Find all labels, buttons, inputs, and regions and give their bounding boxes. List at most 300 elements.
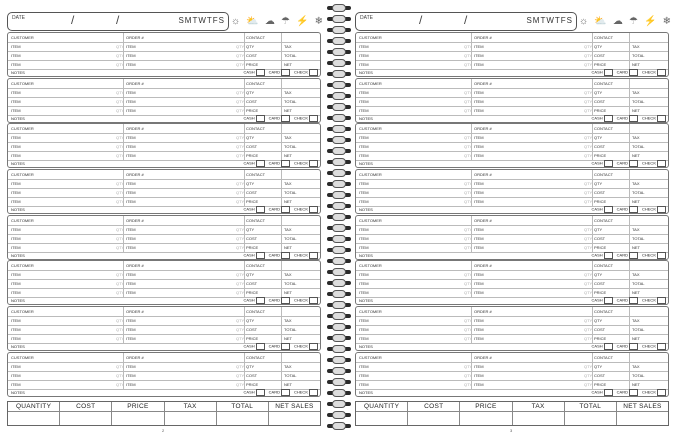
coil-wire [332, 224, 346, 232]
field-label: COST [594, 327, 606, 333]
payment-option[interactable] [617, 69, 638, 76]
column-divider [123, 261, 124, 297]
field-label: CONTACT [594, 309, 614, 315]
checkbox[interactable] [281, 206, 290, 213]
payment-option[interactable] [244, 160, 265, 167]
column-divider [629, 124, 630, 160]
checkbox[interactable] [309, 343, 318, 350]
qty-hint: QTY [584, 372, 593, 378]
payment-label: CHECK [293, 252, 308, 258]
payment-label: CASH [243, 206, 255, 212]
payment-option[interactable] [294, 160, 318, 167]
field-label: ORDER # [474, 126, 492, 132]
weekday-selector[interactable]: SMTWTFS [178, 16, 225, 25]
field-label: NET [632, 290, 640, 296]
totals-cell[interactable] [408, 411, 460, 425]
field-label: QTY [594, 226, 603, 232]
checkbox[interactable] [309, 115, 318, 122]
field-label: ITEM [474, 290, 484, 296]
checkbox[interactable] [629, 252, 638, 259]
field-label: CONTACT [594, 354, 614, 360]
date-separator: / [116, 13, 120, 27]
payment-option[interactable] [244, 69, 265, 76]
payment-option[interactable] [617, 206, 638, 213]
qty-hint: QTY [584, 318, 593, 324]
checkbox[interactable] [256, 160, 265, 167]
field-label: ITEM [11, 272, 21, 278]
checkbox[interactable] [657, 297, 666, 304]
field-label: CONTACT [246, 217, 266, 223]
checkbox[interactable] [281, 115, 290, 122]
order-block[interactable] [7, 352, 321, 397]
checkbox[interactable] [604, 160, 613, 167]
payment-option[interactable] [294, 343, 318, 350]
column-divider [471, 170, 472, 206]
partly-cloudy-icon[interactable]: ⛅ [594, 15, 607, 27]
checkbox[interactable] [604, 115, 613, 122]
checkbox[interactable] [604, 252, 613, 259]
field-label: CUSTOMER [11, 126, 34, 132]
checkbox[interactable] [604, 343, 613, 350]
payment-option[interactable] [294, 115, 318, 122]
storm-icon[interactable]: ⚡ [644, 15, 657, 27]
order-block[interactable] [355, 169, 669, 214]
spiral-coil [326, 378, 352, 386]
notes-row [356, 342, 668, 350]
coil-wire [332, 213, 346, 221]
field-label: CONTACT [246, 263, 266, 269]
payment-option[interactable] [269, 115, 290, 122]
order-block[interactable] [7, 306, 321, 351]
payment-option[interactable] [592, 297, 613, 304]
column-divider [281, 307, 282, 343]
field-label: TOTAL [284, 190, 297, 196]
checkbox[interactable] [629, 389, 638, 396]
payment-option[interactable] [642, 389, 666, 396]
payment-option[interactable] [294, 69, 318, 76]
storm-icon[interactable]: ⚡ [296, 15, 309, 27]
field-label: ORDER # [126, 172, 144, 178]
partly-cloudy-icon[interactable]: ⛅ [246, 15, 259, 27]
payment-option[interactable] [269, 389, 290, 396]
field-label: TOTAL [284, 327, 297, 333]
column-divider [629, 79, 630, 115]
checkbox[interactable] [281, 343, 290, 350]
field-label: CONTACT [246, 126, 266, 132]
field-label: ITEM [11, 144, 21, 150]
payment-options [592, 69, 666, 76]
order-block[interactable] [7, 169, 321, 214]
rain-icon[interactable]: ☂ [280, 15, 290, 27]
column-divider [281, 216, 282, 252]
coil-wire [332, 136, 346, 144]
qty-hint: QTY [584, 199, 593, 205]
order-block[interactable] [355, 306, 669, 351]
payment-option[interactable] [592, 389, 613, 396]
payment-option[interactable] [617, 115, 638, 122]
field-label: ORDER # [474, 80, 492, 86]
coil-wire [332, 378, 346, 386]
field-label: QTY [246, 44, 255, 49]
qty-hint: QTY [116, 190, 125, 196]
payment-option[interactable] [244, 252, 265, 259]
notes-label: NOTES [359, 389, 373, 395]
notes-row [8, 296, 320, 304]
payment-label: CHECK [641, 252, 656, 258]
field-label: TOTAL [632, 235, 645, 241]
coil-wire [332, 235, 346, 243]
spiral-coil [326, 290, 352, 298]
payment-option[interactable] [642, 343, 666, 350]
notes-row [8, 205, 320, 213]
qty-hint: QTY [236, 235, 245, 241]
field-label: CONTACT [246, 35, 266, 40]
order-block[interactable] [355, 352, 669, 397]
payment-option[interactable] [269, 297, 290, 304]
coil-wire [332, 103, 346, 111]
field-label: NET [284, 290, 292, 296]
field-label: ITEM [126, 281, 136, 287]
qty-hint: QTY [584, 336, 593, 342]
weather-icons [579, 15, 671, 27]
checkbox[interactable] [281, 69, 290, 76]
totals-cell[interactable] [269, 411, 320, 425]
payment-option[interactable] [244, 115, 265, 122]
spiral-coil [326, 92, 352, 100]
payment-option[interactable] [642, 69, 666, 76]
qty-hint: QTY [464, 190, 473, 196]
checkbox[interactable] [657, 206, 666, 213]
field-label: TOTAL [632, 98, 645, 104]
checkbox[interactable] [657, 115, 666, 122]
field-label: PRICE [594, 381, 607, 387]
payment-option[interactable] [617, 389, 638, 396]
checkbox[interactable] [256, 115, 265, 122]
payment-option[interactable] [592, 343, 613, 350]
snowflake-icon[interactable]: ❄ [662, 15, 671, 27]
checkbox[interactable] [256, 389, 265, 396]
payment-option[interactable] [617, 343, 638, 350]
totals-cell[interactable] [356, 411, 408, 425]
field-label: CUSTOMER [11, 354, 34, 360]
payment-option[interactable] [642, 160, 666, 167]
checkbox[interactable] [604, 297, 613, 304]
order-block[interactable] [7, 78, 321, 123]
field-label: QTY [246, 272, 255, 278]
column-divider [281, 33, 282, 69]
payment-label: CARD [268, 343, 280, 349]
checkbox[interactable] [309, 160, 318, 167]
field-label: ITEM [359, 181, 369, 187]
qty-hint: QTY [584, 53, 593, 58]
field-label: ITEM [474, 107, 484, 113]
notes-label: NOTES [11, 70, 25, 75]
totals-cell[interactable] [112, 411, 164, 425]
payment-option[interactable] [294, 297, 318, 304]
payment-option[interactable] [642, 115, 666, 122]
payment-option[interactable] [269, 160, 290, 167]
payment-option[interactable] [244, 297, 265, 304]
checkbox[interactable] [629, 297, 638, 304]
payment-option[interactable] [592, 115, 613, 122]
coil-wire [332, 158, 346, 166]
notes-label: NOTES [11, 115, 25, 121]
qty-hint: QTY [464, 135, 473, 141]
qty-hint: QTY [236, 336, 245, 342]
payment-label: CASH [243, 298, 255, 303]
payment-label: CHECK [641, 343, 656, 349]
checkbox[interactable] [657, 252, 666, 259]
field-label: CUSTOMER [359, 354, 382, 360]
checkbox[interactable] [309, 389, 318, 396]
spiral-binding [326, 4, 352, 436]
snowflake-icon[interactable]: ❄ [314, 15, 323, 27]
order-block[interactable] [7, 123, 321, 168]
rain-icon[interactable]: ☂ [628, 15, 638, 27]
field-label: TOTAL [284, 53, 297, 58]
payment-option[interactable] [244, 343, 265, 350]
date-field[interactable] [355, 12, 577, 31]
payment-option[interactable] [269, 206, 290, 213]
column-divider [281, 261, 282, 297]
coil-wire [332, 422, 346, 430]
field-label: ITEM [359, 62, 369, 67]
field-label: ITEM [474, 153, 484, 159]
totals-cell[interactable] [565, 411, 617, 425]
field-label: TOTAL [632, 53, 645, 58]
order-block[interactable] [7, 32, 321, 77]
payment-option[interactable] [269, 343, 290, 350]
checkbox[interactable] [604, 389, 613, 396]
checkbox[interactable] [629, 206, 638, 213]
field-label: TAX [284, 226, 292, 232]
order-block[interactable] [355, 78, 669, 123]
date-field[interactable] [7, 12, 229, 31]
checkbox[interactable] [629, 343, 638, 350]
spiral-coil [326, 169, 352, 177]
field-label: ITEM [11, 190, 21, 196]
payment-option[interactable] [244, 389, 265, 396]
coil-wire [332, 246, 346, 254]
totals-cell[interactable] [460, 411, 512, 425]
field-label: CONTACT [594, 126, 614, 132]
payment-label: CASH [243, 160, 255, 166]
field-label: ITEM [359, 244, 369, 250]
payment-label: CASH [591, 69, 603, 75]
column-divider [592, 79, 593, 115]
field-label: CONTACT [594, 80, 614, 86]
checkbox[interactable] [309, 252, 318, 259]
payment-option[interactable] [294, 206, 318, 213]
totals-cell[interactable] [8, 411, 60, 425]
payment-label: CASH [243, 389, 255, 395]
column-divider [629, 170, 630, 206]
qty-hint: QTY [584, 363, 593, 369]
qty-hint: QTY [116, 318, 125, 324]
field-label: ITEM [11, 336, 21, 342]
spiral-coil [326, 279, 352, 287]
payment-label: CHECK [293, 389, 308, 395]
checkbox[interactable] [657, 343, 666, 350]
qty-hint: QTY [116, 235, 125, 241]
totals-cell[interactable] [617, 411, 668, 425]
checkbox[interactable] [309, 297, 318, 304]
checkbox[interactable] [256, 252, 265, 259]
sun-icon[interactable]: ☼ [231, 15, 241, 27]
checkbox[interactable] [629, 160, 638, 167]
payment-option[interactable] [294, 389, 318, 396]
checkbox[interactable] [604, 206, 613, 213]
checkbox[interactable] [309, 69, 318, 76]
checkbox[interactable] [629, 69, 638, 76]
checkbox[interactable] [256, 206, 265, 213]
qty-hint: QTY [584, 244, 593, 250]
checkbox[interactable] [281, 252, 290, 259]
field-label: ITEM [11, 318, 21, 324]
field-label: ITEM [126, 181, 136, 187]
totals-column-header: TAX [165, 402, 217, 411]
checkbox[interactable] [256, 69, 265, 76]
field-label: PRICE [594, 244, 607, 250]
qty-hint: QTY [584, 62, 593, 67]
payment-option[interactable] [269, 69, 290, 76]
weekday-selector[interactable]: SMTWTFS [526, 16, 573, 25]
totals-cell[interactable] [217, 411, 269, 425]
field-label: NET [632, 336, 640, 342]
field-label: ITEM [126, 363, 136, 369]
checkbox[interactable] [657, 69, 666, 76]
checkbox[interactable] [657, 389, 666, 396]
field-label: COST [246, 281, 258, 287]
order-block[interactable] [355, 32, 669, 77]
qty-hint: QTY [236, 89, 245, 95]
field-label: ITEM [126, 372, 136, 378]
checkbox[interactable] [281, 297, 290, 304]
coil-wire [332, 48, 346, 56]
order-block[interactable] [355, 215, 669, 260]
payment-label: CASH [243, 115, 255, 121]
field-label: ITEM [474, 281, 484, 287]
column-divider [471, 307, 472, 343]
cloud-icon[interactable]: ☁ [612, 15, 623, 27]
payment-option[interactable] [592, 206, 613, 213]
totals-cell[interactable] [60, 411, 112, 425]
field-label: ITEM [359, 153, 369, 159]
field-label: QTY [594, 135, 603, 141]
field-label: TOTAL [284, 372, 297, 378]
field-label: TAX [632, 226, 640, 232]
payment-options [592, 206, 666, 213]
notes-row [356, 388, 668, 396]
field-label: ITEM [126, 44, 136, 49]
field-label: ORDER # [474, 354, 492, 360]
order-block[interactable] [7, 215, 321, 260]
payment-option[interactable] [642, 297, 666, 304]
notes-label: NOTES [359, 115, 373, 121]
checkbox[interactable] [604, 69, 613, 76]
payment-option[interactable] [244, 206, 265, 213]
payment-option[interactable] [592, 69, 613, 76]
qty-hint: QTY [464, 89, 473, 95]
sun-icon[interactable]: ☼ [579, 15, 589, 27]
payment-option[interactable] [592, 252, 613, 259]
field-label: CONTACT [594, 263, 614, 269]
totals-column-header: TAX [513, 402, 565, 411]
cloud-icon[interactable]: ☁ [264, 15, 275, 27]
payment-options [244, 160, 318, 167]
column-divider [629, 261, 630, 297]
payment-option[interactable] [294, 252, 318, 259]
field-label: COST [246, 235, 258, 241]
checkbox[interactable] [281, 160, 290, 167]
checkbox[interactable] [281, 389, 290, 396]
order-block[interactable] [7, 260, 321, 305]
field-label: ITEM [359, 190, 369, 196]
checkbox[interactable] [256, 343, 265, 350]
payment-option[interactable] [617, 252, 638, 259]
qty-hint: QTY [464, 62, 473, 67]
field-label: ITEM [126, 199, 136, 205]
payment-option[interactable] [617, 297, 638, 304]
field-label: COST [246, 190, 258, 196]
qty-hint: QTY [116, 372, 125, 378]
checkbox[interactable] [256, 297, 265, 304]
field-label: PRICE [246, 336, 259, 342]
payment-option[interactable] [269, 252, 290, 259]
field-label: TAX [284, 272, 292, 278]
checkbox[interactable] [657, 160, 666, 167]
field-label: PRICE [594, 153, 607, 159]
coil-wire [332, 125, 346, 133]
qty-hint: QTY [116, 89, 125, 95]
totals-cell[interactable] [165, 411, 217, 425]
qty-hint: QTY [464, 53, 473, 58]
field-label: COST [246, 53, 258, 58]
column-divider [471, 216, 472, 252]
payment-label: CHECK [641, 160, 656, 166]
order-block[interactable] [355, 260, 669, 305]
totals-cell[interactable] [513, 411, 565, 425]
qty-hint: QTY [116, 135, 125, 141]
payment-label: CASH [591, 206, 603, 212]
field-label: ITEM [126, 62, 136, 67]
payment-option[interactable] [617, 160, 638, 167]
payment-label: CHECK [641, 389, 656, 395]
qty-hint: QTY [464, 363, 473, 369]
checkbox[interactable] [309, 206, 318, 213]
field-label: NET [632, 381, 640, 387]
checkbox[interactable] [629, 115, 638, 122]
payment-option[interactable] [642, 252, 666, 259]
spiral-coil [326, 323, 352, 331]
totals-column-header: QUANTITY [8, 402, 60, 411]
qty-hint: QTY [116, 336, 125, 342]
field-label: ORDER # [474, 35, 492, 40]
column-divider [471, 261, 472, 297]
order-block[interactable] [355, 123, 669, 168]
payment-label: CARD [616, 252, 628, 258]
column-divider [123, 79, 124, 115]
qty-hint: QTY [464, 372, 473, 378]
column-divider [244, 79, 245, 115]
coil-wire [332, 26, 346, 34]
payment-option[interactable] [592, 160, 613, 167]
payment-option[interactable] [642, 206, 666, 213]
field-label: ITEM [359, 226, 369, 232]
qty-hint: QTY [116, 226, 125, 232]
spiral-coil [326, 246, 352, 254]
spiral-coil [326, 125, 352, 133]
